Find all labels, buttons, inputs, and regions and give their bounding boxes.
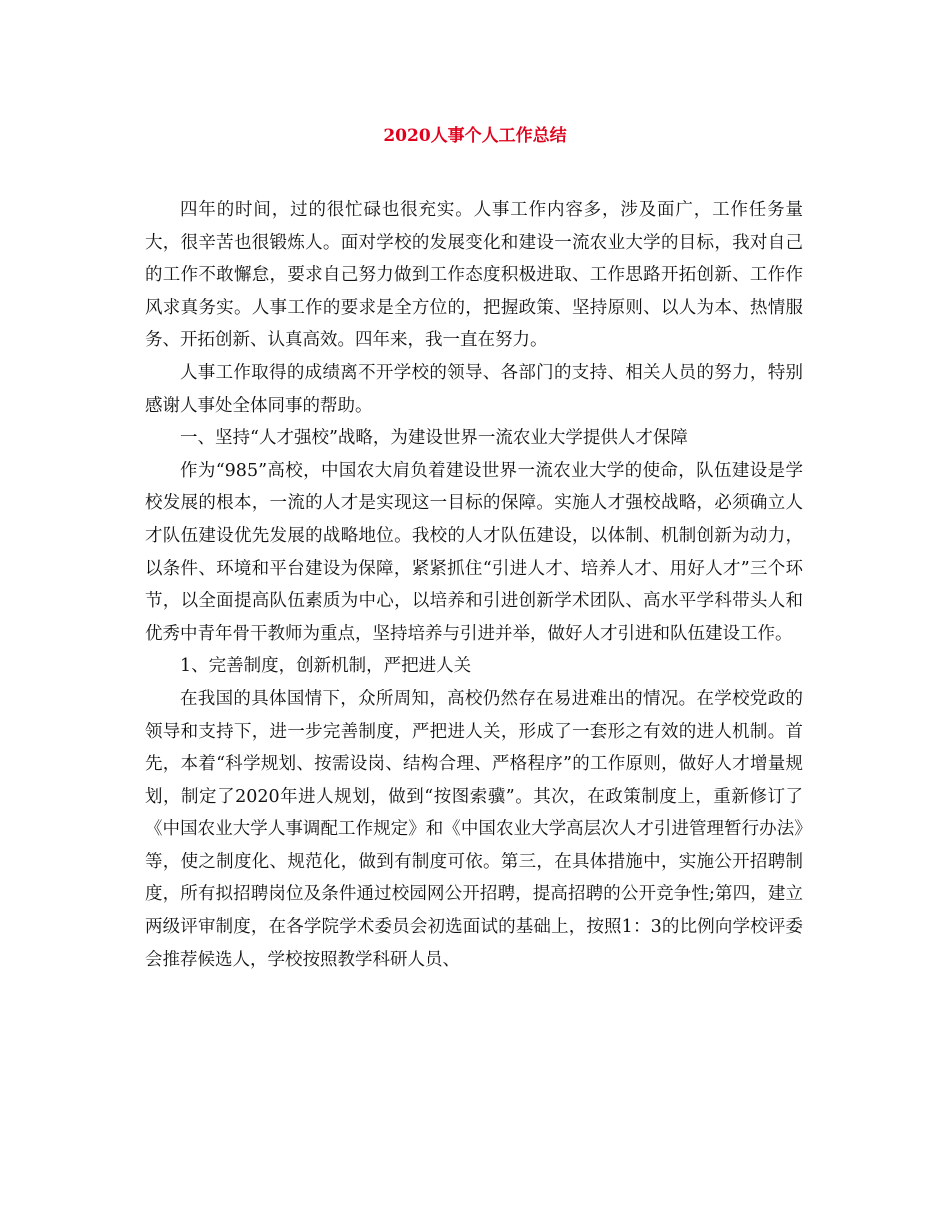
document-title: 2020人事个人工作总结: [383, 126, 567, 146]
paragraph-system: 在我国的具体国情下，众所周知，高校仍然存在易进难出的情况。在学校党政的领导和支持下，进一步完善制度，严把进人关，形成了一套形之有效的进人机制。首先，本着“科学规划、按需设岗、结构合理、严格程序”的工作原则，做好人才增量规划，制定了2020年进人规划，做到“按图索骥”。其次，在政策制度上，重新修订了《中国农业大学人事调配工作规定》和《中国农业大学高层次人才引进管理暂行办法》等，使之制度化、规范化，做到有制度可依。第三，在具体措施中，实施公开招聘制度，所有拟招聘岗位及条件通过校园网公开招聘，提高招聘的公开竞争性;第四，建立两级评审制度，在各学院学术委员会初选面试的基础上，按照1：3的比例向学校评委会推荐候选人，学校按照教学科研人员、: [145, 688, 803, 970]
document-body: [145, 194, 803, 976]
paragraph-strategy: 作为“985”高校，中国农大肩负着建设世界一流农业大学的使命，队伍建设是学校发展的根本，一流的人才是实现这一目标的保障。实施人才强校战略，必须确立人才队伍建设优先发展的战略地位。我校的人才队伍建设，以体制、机制创新为动力，以条件、环境和平台建设为保障，紧紧抓住“引进人才、培养人才、用好人才”三个环节，以全面提高队伍素质为中心，以培养和引进创新学术团队、高水平学科带头人和优秀中青年骨干教师为重点，坚持培养与引进并举，做好人才引进和队伍建设工作。: [145, 460, 803, 644]
subsection-heading-1: 1、完善制度，创新机制，严把进人关: [180, 656, 472, 677]
section-heading-1: 一、坚持“人才强校”战略，为建设世界一流农业大学提供人才保障: [180, 428, 688, 449]
paragraph-intro: 四年的时间，过的很忙碌也很充实。人事工作内容多，涉及面广，工作任务量大，很辛苦也很锻炼人。面对学校的发展变化和建设一流农业大学的目标，我对自己的工作不敢懈怠，要求自己努力做到工作态度积极进取、工作思路开拓创新、工作作风求真务实。人事工作的要求是全方位的，把握政策、坚持原则、以人为本、热情服务、开拓创新、认真高效。四年来，我一直在努力。: [145, 200, 803, 351]
paragraph-thanks: 人事工作取得的成绩离不开学校的领导、各部门的支持、相关人员的努力，特别感谢人事处全体同事的帮助。: [145, 362, 803, 416]
